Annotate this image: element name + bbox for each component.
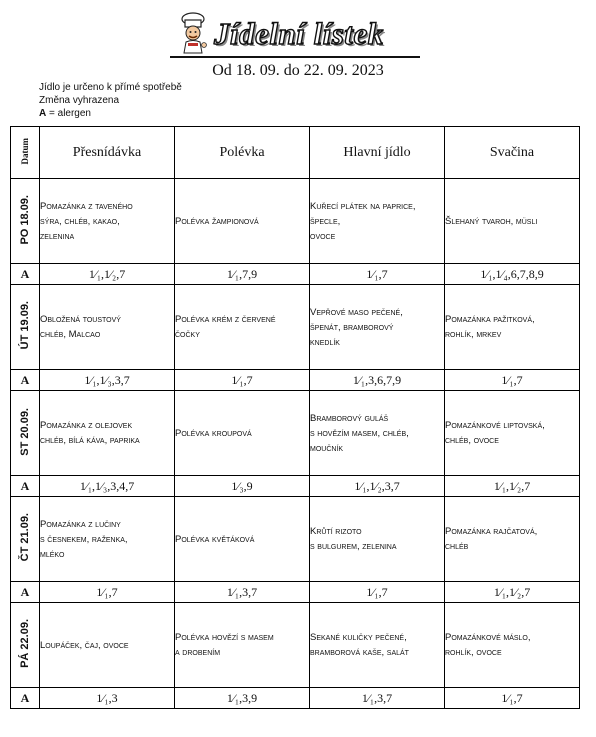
allergen-cell: 1⁄₁,3,7 bbox=[310, 688, 445, 709]
dish-polevka bbox=[175, 391, 310, 476]
dish-line: Bramborový guláš bbox=[310, 412, 389, 424]
allergen-key: A bbox=[39, 108, 47, 119]
dish-line: Loupáček, čaj, ovoce bbox=[40, 639, 129, 651]
dish-line: Polévka žampionová bbox=[175, 215, 259, 227]
dish-line: Polévka květáková bbox=[175, 533, 255, 545]
dish-line: sýra, chléb, kakao, bbox=[40, 215, 120, 227]
dish-line: knedlík bbox=[310, 336, 340, 348]
dish-line: Polévka kroupová bbox=[175, 427, 252, 439]
day-label bbox=[11, 391, 40, 476]
dish-line: Pomazánka pažitková, bbox=[445, 314, 535, 325]
menu-body bbox=[11, 179, 580, 709]
dish-polevka bbox=[175, 179, 310, 264]
dish-line: s hovězím masem, chléb, bbox=[310, 427, 409, 439]
allergen-cell: 1⁄₁,1⁄₃,3,4,7 bbox=[40, 476, 175, 497]
column-header-presnidavka: Přesnídávka bbox=[40, 127, 175, 179]
dish-line: Pomazánka z olejovek bbox=[40, 420, 133, 431]
note-change: Změna vyhrazena bbox=[39, 95, 120, 106]
dish-line: Pomazánka z lučiny bbox=[40, 518, 121, 530]
allergen-cell: 1⁄₁,3,7 bbox=[175, 582, 310, 603]
dish-line: čočky bbox=[175, 329, 200, 340]
dish-hlavni-jidlo bbox=[310, 603, 445, 688]
dish-line: rohlík, mrkev bbox=[445, 329, 502, 340]
title-underline bbox=[170, 56, 420, 58]
dish-presnidavka bbox=[40, 391, 175, 476]
column-header-hlavni-jidlo: Hlavní jídlo bbox=[310, 127, 445, 179]
day-label-text: ÚT 19.09. bbox=[19, 301, 31, 350]
page-header bbox=[0, 0, 596, 119]
dish-line: Polévka krém z červené bbox=[175, 314, 276, 325]
allergen-cell: 1⁄₁,1⁄₃,3,7 bbox=[40, 370, 175, 391]
dish-line: Krůtí rizoto bbox=[310, 526, 362, 537]
allergen-row bbox=[11, 476, 580, 497]
chef-icon bbox=[174, 12, 212, 54]
dish-line: Kuřecí plátek na paprice, bbox=[310, 200, 416, 212]
dish-presnidavka bbox=[40, 179, 175, 264]
allergen-cell: 1⁄₁,7 bbox=[310, 264, 445, 285]
dish-line: chléb, bílá káva, paprika bbox=[40, 435, 140, 446]
allergen-row bbox=[11, 264, 580, 285]
allergen-row bbox=[11, 688, 580, 709]
day-label-text: ČT 21.09. bbox=[19, 513, 31, 562]
dish-polevka bbox=[175, 603, 310, 688]
allergen-cell: 1⁄₁,3,9 bbox=[175, 688, 310, 709]
dish-line: s bulgurem, zelenina bbox=[310, 541, 397, 552]
dish-presnidavka bbox=[40, 497, 175, 582]
day-label-text: PO 18.09. bbox=[19, 194, 31, 245]
dish-presnidavka bbox=[40, 285, 175, 370]
dish-line: Pomazánkové máslo, bbox=[445, 632, 531, 643]
dish-line: Pomazánkové liptovská, bbox=[445, 420, 545, 431]
allergen-cell: 1⁄₁,1⁄₂,7 bbox=[445, 476, 580, 497]
dish-svacina bbox=[445, 497, 580, 582]
dish-line: moučník bbox=[310, 442, 344, 454]
allergen-cell: 1⁄₁,7 bbox=[40, 582, 175, 603]
allergen-cell: 1⁄₁,1⁄₂,3,7 bbox=[310, 476, 445, 497]
day-label bbox=[11, 285, 40, 370]
day-label bbox=[11, 179, 40, 264]
note-consumption: Jídlo je určeno k přímé spotřebě bbox=[39, 82, 182, 93]
day-row bbox=[11, 497, 580, 582]
dish-line: s česnekem, raženka, bbox=[40, 533, 128, 545]
dish-line: chléb bbox=[445, 541, 469, 552]
dish-line: Sekané kuličky pečené, bbox=[310, 632, 407, 643]
dish-polevka bbox=[175, 497, 310, 582]
dish-hlavni-jidlo bbox=[310, 391, 445, 476]
day-label bbox=[11, 497, 40, 582]
day-row bbox=[11, 603, 580, 688]
dish-line: špecle, bbox=[310, 215, 341, 227]
day-row bbox=[11, 285, 580, 370]
day-label-text: PÁ 22.09. bbox=[19, 619, 31, 668]
dish-svacina bbox=[445, 603, 580, 688]
dish-line: chléb, ovoce bbox=[445, 435, 499, 446]
day-label-text: ST 20.09. bbox=[19, 407, 31, 456]
allergen-cell: 1⁄₁,1⁄₂,7 bbox=[40, 264, 175, 285]
dish-line: Vepřové maso pečené, bbox=[310, 306, 403, 318]
dish-line: ovoce bbox=[310, 230, 336, 242]
notes bbox=[39, 81, 182, 120]
dish-line: Polévka hovězí s masem bbox=[175, 632, 274, 643]
dish-svacina bbox=[445, 179, 580, 264]
allergen-row bbox=[11, 370, 580, 391]
dish-line: a drobením bbox=[175, 647, 221, 658]
dish-line: bramborová kaše, salát bbox=[310, 647, 409, 658]
menu-table bbox=[10, 126, 580, 709]
dish-line: Pomazánka z taveného bbox=[40, 200, 133, 212]
dish-line: Pomazánka rajčatová, bbox=[445, 526, 538, 537]
dish-line: Obložená toustový bbox=[40, 314, 121, 325]
dish-hlavni-jidlo bbox=[310, 285, 445, 370]
allergen-cell: 1⁄₃,9 bbox=[175, 476, 310, 497]
table-header-row bbox=[11, 127, 580, 179]
dish-presnidavka bbox=[40, 603, 175, 688]
allergen-row bbox=[11, 582, 580, 603]
day-label bbox=[11, 603, 40, 688]
allergen-cell: 1⁄₁,7 bbox=[445, 370, 580, 391]
dish-line: špenát, bramborový bbox=[310, 321, 394, 333]
dish-line: rohlík, ovoce bbox=[445, 647, 502, 658]
dish-hlavni-jidlo bbox=[310, 179, 445, 264]
allergen-cell: 1⁄₁,3,6,7,9 bbox=[310, 370, 445, 391]
column-header-datum: Datum bbox=[11, 127, 40, 179]
allergen-row-label: A bbox=[11, 476, 40, 497]
dish-svacina bbox=[445, 391, 580, 476]
allergen-row-label: A bbox=[11, 582, 40, 603]
dish-svacina bbox=[445, 285, 580, 370]
allergen-cell: 1⁄₁,3 bbox=[40, 688, 175, 709]
day-row bbox=[11, 179, 580, 264]
dish-line: mléko bbox=[40, 548, 65, 560]
allergen-row-label: A bbox=[11, 264, 40, 285]
column-header-svacina: Svačina bbox=[445, 127, 580, 179]
dish-hlavni-jidlo bbox=[310, 497, 445, 582]
page-title: Jídelní lístek bbox=[214, 16, 384, 51]
dish-line: zelenina bbox=[40, 230, 75, 242]
allergen-cell: 1⁄₁,7 bbox=[445, 688, 580, 709]
allergen-cell: 1⁄₁,7,9 bbox=[175, 264, 310, 285]
dish-polevka bbox=[175, 285, 310, 370]
dish-line: chléb, Malcao bbox=[40, 329, 101, 340]
allergen-cell: 1⁄₁,7 bbox=[310, 582, 445, 603]
day-row bbox=[11, 391, 580, 476]
note-allergen bbox=[39, 107, 182, 120]
column-header-polevka: Polévka bbox=[175, 127, 310, 179]
dish-line: Šlehaný tvaroh, müsli bbox=[445, 215, 538, 227]
allergen-row-label: A bbox=[11, 688, 40, 709]
allergen-row-label: A bbox=[11, 370, 40, 391]
allergen-cell: 1⁄₁,7 bbox=[175, 370, 310, 391]
allergen-cell: 1⁄₁,1⁄₂,7 bbox=[445, 582, 580, 603]
date-range: Od 18. 09. do 22. 09. 2023 bbox=[212, 62, 384, 79]
allergen-cell: 1⁄₁,1⁄₄,6,7,8,9 bbox=[445, 264, 580, 285]
allergen-desc: = alergen bbox=[46, 108, 91, 119]
